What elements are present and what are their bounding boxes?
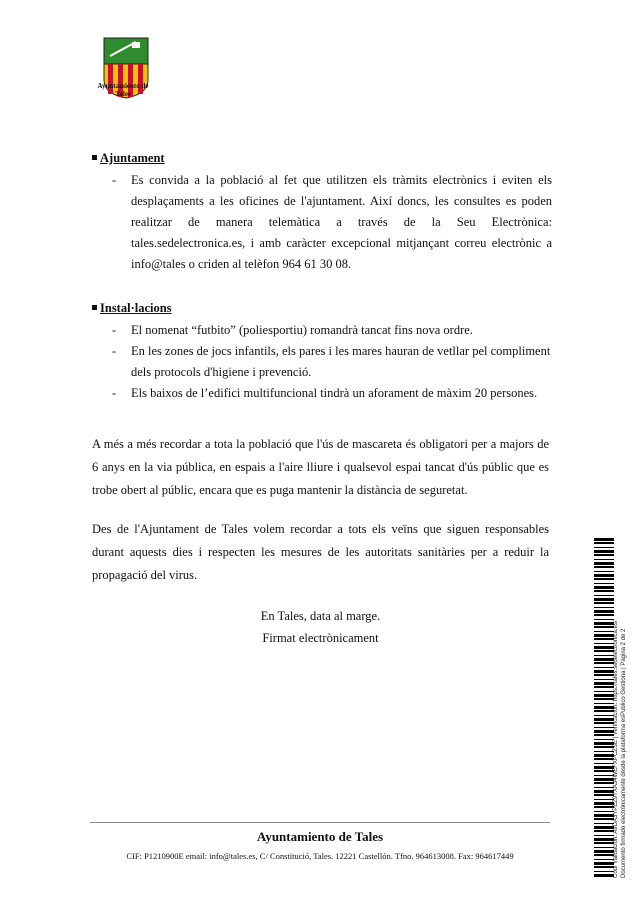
barcode-bar — [594, 787, 614, 788]
list-item: - Es convida a la població al fet que utilitzen els tràmits electrònics i eviten els desplaçaments a les oficines de l'ajuntament. Així doncs, les consultes es poden realitzar de manera telemàtica a través de la Seu Electrònica: tales.sedelectronica.es, i amb caràcter excepcional mitjançant correu electrònic a info@tales o criden al telèfon 964 61 30 08. — [112, 173, 552, 271]
footer-contact-info: CIF: P1210900E email: info@tales.es, C/ Constitució, Tales. 12221 Castellón. Tfno. 964613008. Fax: 964617449 — [126, 851, 514, 861]
barcode-bar — [594, 806, 614, 808]
barcode-bar — [594, 847, 614, 848]
barcode-bar — [594, 670, 614, 673]
barcode-bar — [594, 710, 614, 712]
barcode-bar — [594, 634, 614, 637]
barcode-bar — [594, 751, 614, 752]
barcode-bar — [594, 835, 614, 836]
barcode-bar — [594, 662, 614, 664]
barcode-bar — [594, 578, 614, 580]
barcode-bar — [594, 715, 614, 716]
barcode-bar — [594, 778, 614, 781]
barcode-bar — [594, 674, 614, 676]
barcode-bar — [594, 686, 614, 688]
list-item: - Els baixos de l’edifici multifuncional tindrà un aforament de màxim 20 persones. — [112, 386, 538, 400]
barcode — [594, 538, 614, 878]
barcode-bar — [594, 550, 614, 553]
barcode-bar — [594, 590, 614, 592]
barcode-bar — [594, 754, 614, 757]
barcode-bar — [594, 595, 614, 596]
barcode-bar — [594, 782, 614, 784]
barcode-bar — [594, 691, 614, 692]
barcode-bar — [594, 802, 614, 805]
barcode-bar — [594, 607, 614, 608]
logo-caption: Ayuntamiento de Tales — [97, 82, 149, 98]
barcode-bar — [594, 682, 614, 685]
section-title: Ajuntament — [92, 150, 552, 166]
barcode-bar — [594, 643, 614, 644]
signature-note: Firmat electrònicament — [262, 631, 379, 645]
barcode-bar — [594, 631, 614, 632]
barcode-bar — [594, 826, 614, 829]
barcode-bar — [594, 799, 614, 800]
barcode-bar — [594, 658, 614, 661]
barcode-bar — [594, 619, 614, 620]
barcode-bar — [594, 614, 614, 616]
footer-organization-name: Ayuntamiento de Tales — [256, 829, 384, 844]
barcode-bar — [594, 626, 614, 628]
bullet-square-icon — [92, 155, 97, 160]
barcode-bar — [594, 598, 614, 601]
barcode-bar — [594, 706, 614, 709]
barcode-bar — [594, 554, 614, 556]
barcode-bar — [594, 727, 614, 728]
validation-strip — [592, 538, 632, 878]
paragraph-responsables: Des de l'Ajuntament de Tales volem recordar a tots els veïns que siguen responsables durant aquests dies i respecten les mesures de les autoritats sanitàries per a reduir la propagació del virus. — [92, 522, 549, 582]
barcode-bar — [594, 850, 614, 853]
barcode-bar — [594, 842, 614, 844]
barcode-bar — [594, 559, 614, 560]
barcode-bar — [594, 866, 614, 868]
barcode-bar — [594, 823, 614, 824]
barcode-bar — [594, 742, 614, 745]
barcode-bar — [594, 583, 614, 584]
barcode-bar — [594, 722, 614, 724]
bullet-square-icon — [92, 305, 97, 310]
barcode-bar — [594, 766, 614, 769]
barcode-bar — [594, 770, 614, 772]
barcode-bar — [594, 718, 614, 721]
barcode-bar — [594, 679, 614, 680]
barcode-bar — [594, 814, 614, 817]
barcode-bar — [594, 746, 614, 748]
barcode-bar — [594, 730, 614, 733]
section-title: Instal·lacions — [92, 300, 552, 316]
barcode-bar — [594, 655, 614, 656]
barcode-bar — [594, 818, 614, 820]
barcode-bar — [594, 739, 614, 740]
barcode-bar — [594, 574, 614, 577]
barcode-bar — [594, 646, 614, 649]
barcode-bar — [594, 874, 614, 877]
barcode-bar — [594, 667, 614, 668]
barcode-bar — [594, 854, 614, 856]
paragraph-mascareta: A més a més recordar a tota la població que l'ús de mascareta és obligatori per a majors de 6 anys en la via pública, en espais a l'aire lliure i qualsevol espai tancat d'ús públic que es trobe obert al públic, encara que es puga mantenir la distància de seguretat. — [92, 437, 549, 497]
barcode-bar — [594, 758, 614, 760]
barcode-bar — [594, 794, 614, 796]
footer-divider — [90, 822, 550, 823]
signature-block — [92, 605, 549, 649]
barcode-bar — [594, 586, 614, 589]
barcode-bar — [594, 571, 614, 572]
barcode-bar — [594, 538, 614, 541]
barcode-bar — [594, 859, 614, 860]
barcode-bar — [594, 694, 614, 697]
barcode-bar — [594, 650, 614, 652]
barcode-bar — [594, 610, 614, 613]
barcode-bar — [594, 542, 614, 544]
barcode-bar — [594, 775, 614, 776]
barcode-bar — [594, 698, 614, 700]
barcode-bar — [594, 638, 614, 640]
section-installacions — [92, 300, 552, 404]
barcode-bar — [594, 838, 614, 841]
barcode-bar — [594, 830, 614, 832]
barcode-bar — [594, 763, 614, 764]
barcode-bar — [594, 734, 614, 736]
barcode-bar — [594, 811, 614, 812]
signature-place-date: En Tales, data al marge. — [260, 609, 381, 623]
barcode-bar — [594, 862, 614, 865]
barcode-bar — [594, 871, 614, 872]
barcode-bar — [594, 566, 614, 568]
barcode-bar — [594, 602, 614, 604]
barcode-bar — [594, 790, 614, 793]
list-item: - El nomenat “futbito” (poliesportiu) romandrà tancat fins nova ordre. — [112, 323, 473, 337]
barcode-bar — [594, 703, 614, 704]
barcode-bar — [594, 547, 614, 548]
section-ajuntament — [92, 150, 552, 275]
barcode-bar — [594, 622, 614, 625]
barcode-bar — [594, 562, 614, 565]
list-item: - En les zones de jocs infantils, els pares i les mares hauran de vetllar pel compliment dels protocols d'higiene i prevenció. — [112, 344, 551, 379]
validation-text: Codi Validación: A9DA3YPEZ9TXA34WEFXPCZSE | Verificación: https://tales.sedelectronica.es/ Documento firmado electrónicamente desde la plataforma esPublico Gestiona | Página 2 de 2 — [613, 620, 627, 878]
